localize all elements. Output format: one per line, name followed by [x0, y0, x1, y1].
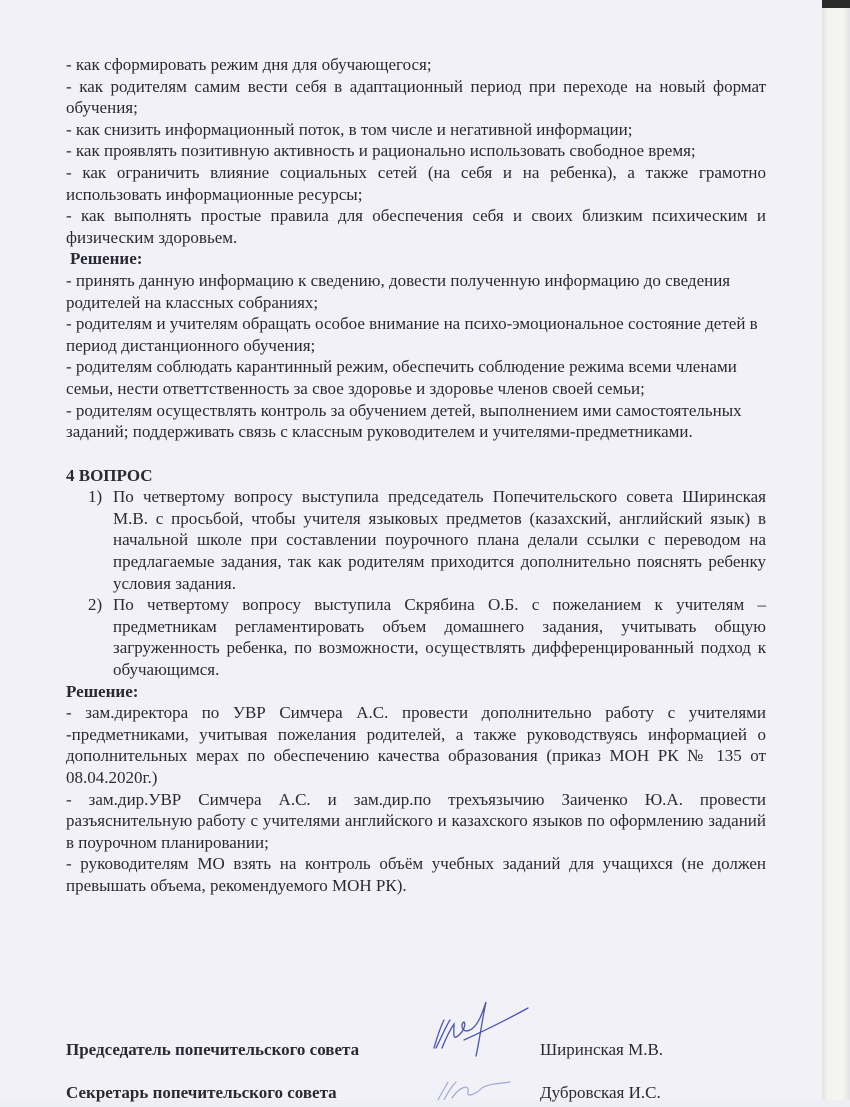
decision-item: - руководителям МО взять на контроль объём учебных заданий для учащихся (не должен превышать объема, рекомендуемого МОН РК). — [66, 854, 766, 895]
question-item — [66, 594, 766, 680]
document-body — [66, 54, 766, 897]
item-text: По четвертому вопросу выступила Скрябина О.Б. с пожеланием к учителям – предметникам регламентировать объем домашнего задания, учитывать общую загруженность ребенка, по возможности, осуществлять дифференцированный подход к обучающимся. — [113, 595, 766, 680]
list-item: - как родителям самим вести себя в адаптационный период при переходе на новый формат обучения; — [66, 76, 766, 118]
signatory-name: Ширинская М.В. — [540, 1040, 664, 1059]
handwritten-signature-chair — [420, 990, 530, 1060]
decision-item: - родителям соблюдать карантинный режим, обеспечить соблюдение режима всеми членами семьи, нести ответтственность за свое здоровье и здоровье членов своей семьи; — [66, 357, 737, 398]
section-heading: 4 ВОПРОС — [66, 465, 153, 485]
signatory-name: Дубровская И.С. — [540, 1083, 661, 1102]
signature-line-secretary — [66, 1083, 786, 1107]
scan-corner — [822, 0, 850, 8]
list-item: - как выполнять простые правила для обеспечения себя и своих близким психическим и физическим здоровьем. — [66, 206, 766, 247]
signatory-role: Председатель попечительского совета — [66, 1040, 360, 1059]
decision-item: - зам.директора по УВР Симчера А.С. провести дополнительно работу с учителями -предметниками, учитывая пожелания родителей, а также руководствуясь информацией о дополнительных мерах по обеспечению качества образования (приказ МОН РК № 135 от 08.04.2020г.) — [66, 703, 766, 787]
list-item: - как ограничить влияние социальных сетей (на себя и на ребенка), а также грамотно использовать информационные ресурсы; — [66, 162, 766, 204]
item-number: 1) — [88, 487, 103, 507]
list-item: - как снизить информационный поток, в том числе и негативной информации; — [66, 119, 633, 139]
decision-heading: Решение: — [70, 249, 143, 269]
item-number: 2) — [88, 595, 103, 615]
list-item: - как проявлять позитивную активность и рационально использовать свободное время; — [66, 141, 696, 161]
decision-item: - родителям осуществлять контроль за обучением детей, выполнением ими самостоятельных заданий; поддерживать связь с классным руководителем и учителями-предметниками. — [66, 400, 742, 442]
decision-item: - принять данную информацию к сведению, довести полученную информацию до сведения родителей на классных собраниях; — [66, 270, 731, 312]
decision-item: - зам.дир.УВР Симчера А.С. и зам.дир.по трехъязычию Заиченко Ю.А. провести разъяснительную работу с учителями английского и казахского языков по оформлению заданий в поурочном планировании; — [66, 789, 766, 852]
handwritten-signature-secretary — [430, 1078, 520, 1100]
question-list — [66, 486, 766, 680]
scan-edge — [822, 0, 850, 1100]
list-item: - как сформировать режим дня для обучающегося; — [66, 55, 432, 74]
decision-heading: Решение: — [66, 681, 139, 701]
question-item — [66, 486, 766, 594]
item-text: По четвертому вопросу выступила председатель Попечительского совета Ширинская М.В. с просьбой, чтобы учителя языковых предметов (казахский, английский язык) в начальной школе при составлении поурочного плана делали ссылки с переводом на предлагаемые задания, так как родителям приходится дополнительно пояснять ребенку условия задания. — [113, 487, 766, 593]
decision-item: - родителям и учителям обращать особое внимание на психо-эмоциональное состояние детей в период дистанционного обучения; — [66, 314, 758, 355]
signatory-role: Секретарь попечительского совета — [66, 1083, 337, 1102]
